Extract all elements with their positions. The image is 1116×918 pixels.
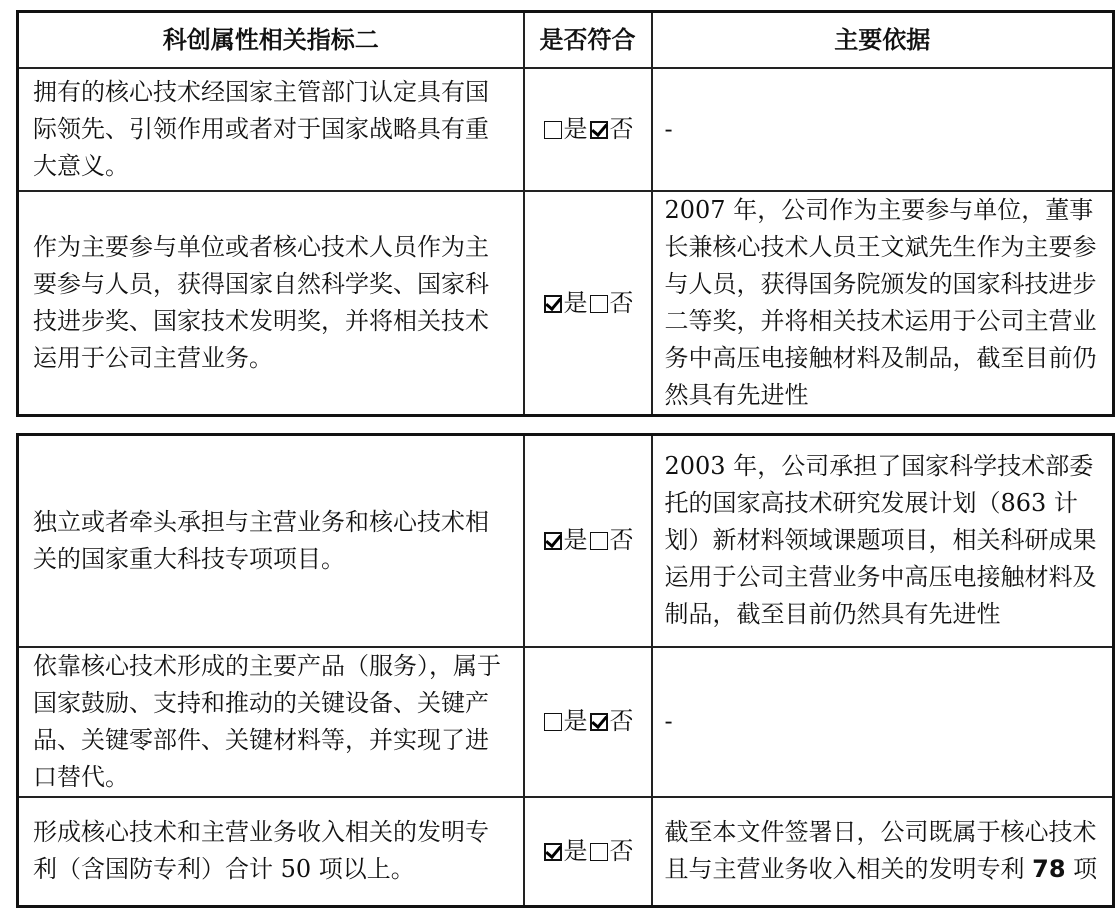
table-row <box>18 68 1114 191</box>
basis-cell: - <box>652 647 1114 797</box>
yes-label: 是 <box>563 115 588 143</box>
yes-checkbox-icon <box>544 121 562 139</box>
yes-label: 是 <box>563 526 588 555</box>
compliance-cell <box>524 797 652 907</box>
compliance-cell <box>524 68 652 191</box>
no-label: 否 <box>609 526 634 555</box>
header-compliant: 是否符合 <box>524 12 652 69</box>
yes-checkbox-checked-icon <box>544 532 562 550</box>
indicator-cell: 独立或者牵头承担与主营业务和核心技术相关的国家重大科技专项项目。 <box>18 435 524 647</box>
header-basis: 主要依据 <box>652 12 1114 69</box>
compliance-cell <box>524 191 652 416</box>
no-checkbox-checked-icon <box>590 713 608 731</box>
table-row <box>18 435 1114 647</box>
yes-checkbox-checked-icon <box>544 843 562 861</box>
no-checkbox-icon <box>590 843 608 861</box>
yes-label: 是 <box>563 836 588 865</box>
compliance-cell <box>524 647 652 797</box>
table-header-row <box>18 12 1114 69</box>
basis-cell: 2003 年，公司承担了国家科学技术部委托的国家高技术研究发展计划（863 计划）新材料领域课题项目，相关科研成果运用于公司主营业务中高压电接触材料及制品，截至目前仍然具有先进性 <box>652 435 1114 647</box>
table-row <box>18 191 1114 416</box>
basis-cell <box>652 797 1114 907</box>
table-row <box>18 797 1114 907</box>
no-label: 否 <box>609 707 634 735</box>
basis-text: 截至本文件签署日，公司既属于核心技术且与主营业务收入相关的发明专利 <box>664 818 1097 884</box>
no-checkbox-checked-icon <box>590 121 608 139</box>
basis-cell: 2007 年，公司作为主要参与单位，董事长兼核心技术人员王文斌先生作为主要参与人员，获得国务院颁发的国家科技进步二等奖，并将相关技术运用于公司主营业务中高压电接触材料及制品，截至目前仍然具有先进性 <box>652 191 1114 416</box>
no-checkbox-icon <box>590 532 608 550</box>
basis-cell: - <box>652 68 1114 191</box>
indicator-cell: 作为主要参与单位或者核心技术人员作为主要参与人员，获得国家自然科学奖、国家科技进步奖、国家技术发明奖，并将相关技术运用于公司主营业务。 <box>18 191 524 416</box>
yes-label: 是 <box>563 707 588 735</box>
indicator-cell: 依靠核心技术形成的主要产品（服务），属于国家鼓励、支持和推动的关键设备、关键产品、关键零部件、关键材料等，并实现了进口替代。 <box>18 647 524 797</box>
indicator-cell: 拥有的核心技术经国家主管部门认定具有国际领先、引领作用或者对于国家战略具有重大意义。 <box>18 68 524 191</box>
no-label: 否 <box>609 288 634 317</box>
no-checkbox-icon <box>590 295 608 313</box>
no-label: 否 <box>609 115 634 143</box>
yes-checkbox-checked-icon <box>544 295 562 313</box>
yes-checkbox-icon <box>544 713 562 731</box>
criteria-table-part-1 <box>16 10 1115 417</box>
compliance-cell <box>524 435 652 647</box>
yes-label: 是 <box>563 288 588 317</box>
no-label: 否 <box>609 836 634 865</box>
table-row <box>18 647 1114 797</box>
indicator-cell: 形成核心技术和主营业务收入相关的发明专利（含国防专利）合计 50 项以上。 <box>18 797 524 907</box>
header-indicator: 科创属性相关指标二 <box>18 12 524 69</box>
basis-unit: 项 <box>1065 855 1098 884</box>
patent-count: 78 <box>1032 855 1066 884</box>
criteria-table-part-2 <box>16 433 1115 908</box>
